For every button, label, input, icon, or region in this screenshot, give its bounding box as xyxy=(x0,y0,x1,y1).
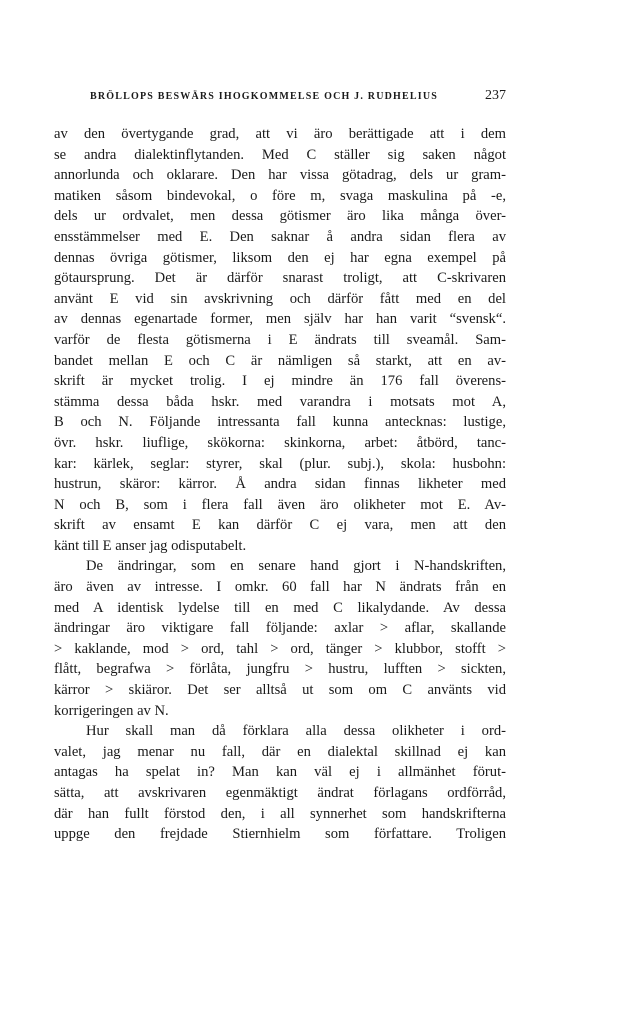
text-line: ensstämmelser med E. Den saknar å andra sidan flera av xyxy=(54,228,506,245)
text-line: antagas ha spelat in? Man kan väl ej i allmänhet förut- xyxy=(54,764,506,781)
text-line: uppge den frejdade Stiernhielm som författare. Troligen xyxy=(54,826,506,843)
text-line: känt till E anser jag odisputabelt. xyxy=(54,537,247,554)
running-head xyxy=(90,88,506,108)
text-line: varför de flesta götismerna i E ändrats till sveamål. Sam- xyxy=(54,331,506,348)
text-line: kärror > skiäror. Det ser alltså ut som om C använts vid xyxy=(54,682,506,699)
text-line: sätta, att avskrivaren egenmäktigt ändrat förlagans ordförråd, xyxy=(54,785,506,801)
text-line: där han fullt förstod den, i all synnerhet som handskrifterna xyxy=(54,805,506,822)
text-line: götaursprung. Det är därför snarast troligt, att C-skrivaren xyxy=(54,270,506,287)
text-line: skrift av ensamt E kan därför C ej vara, men att den xyxy=(54,517,506,534)
text-line: korrigeringen av N. xyxy=(54,702,169,719)
text-line: matiken såsom bindevokal, o före m, svaga maskulina på -e, xyxy=(54,187,506,204)
text-line: av dennas egenartade former, men själv har han varit “svensk“. xyxy=(54,311,506,328)
text-line: med A identisk lydelse till en med C likalydande. Av dessa xyxy=(54,599,506,616)
text-line: bandet mellan E och C är nämligen så starkt, att en av- xyxy=(54,352,506,369)
text-line: flått, begrafwa > förlåta, jungfru > hustru, lufften > sickten, xyxy=(54,661,506,678)
text-line: äro även av intresse. I omkr. 60 fall har N ändrats från en xyxy=(54,579,506,596)
text-line: N och B, som i flera fall även äro olikheter mot E. Av- xyxy=(54,496,506,513)
text-line: Hur skall man då förklara alla dessa olikheter i ord- xyxy=(86,723,506,740)
text-line: dennas övriga götismer, liksom den ej har egna exempel på xyxy=(54,249,506,266)
text-line: övr. hskr. liuflige, skökorna: skinkorna, arbet: åtbörd, tanc- xyxy=(54,434,506,451)
text-line: De ändringar, som en senare hand gjort i N-handskriften, xyxy=(86,558,506,575)
page-number: 237 xyxy=(485,88,506,103)
running-title: BRÖLLOPS BESWÄRS IHOGKOMMELSE OCH J. RUDHELIUS xyxy=(90,91,439,102)
text-line: > kaklande, mod > ord, tahl > ord, tänger > klubbor, stofft > xyxy=(54,640,506,657)
text-line: använt E vid sin avskrivning och därför fått med en del xyxy=(54,290,506,307)
text-line: stämma dessa båda hskr. med varandra i motsats mot A, xyxy=(54,393,506,410)
page xyxy=(54,88,506,845)
text-line: skrift är mycket trolig. I ej mindre än 176 fall överens- xyxy=(54,373,506,390)
text-line: dels ur ordvalet, men dessa götismer äro lika många över- xyxy=(54,208,506,225)
text-line: valet, jag menar nu fall, där en dialektal skillnad ej kan xyxy=(54,743,506,760)
text-line: annorlunda och oklarare. Den har vissa götadrag, dels ur gram- xyxy=(54,167,506,184)
text-line: kar: kärlek, seglar: styrer, skal (plur. subj.), skola: husbohn: xyxy=(54,455,506,472)
text-line: hustrun, skäror: kärror. Å andra sidan finnas likheter med xyxy=(54,476,506,493)
body-text xyxy=(54,124,506,845)
text-line: ändringar äro viktigare fall följande: axlar > aflar, skallande xyxy=(54,620,506,637)
text-line: av den övertygande grad, att vi äro berättigade att i dem xyxy=(54,126,506,142)
text-line: se andra dialektinflytanden. Med C ställer sig saken något xyxy=(54,146,506,163)
text-line: B och N. Följande intressanta fall kunna antecknas: lustige, xyxy=(54,414,506,431)
